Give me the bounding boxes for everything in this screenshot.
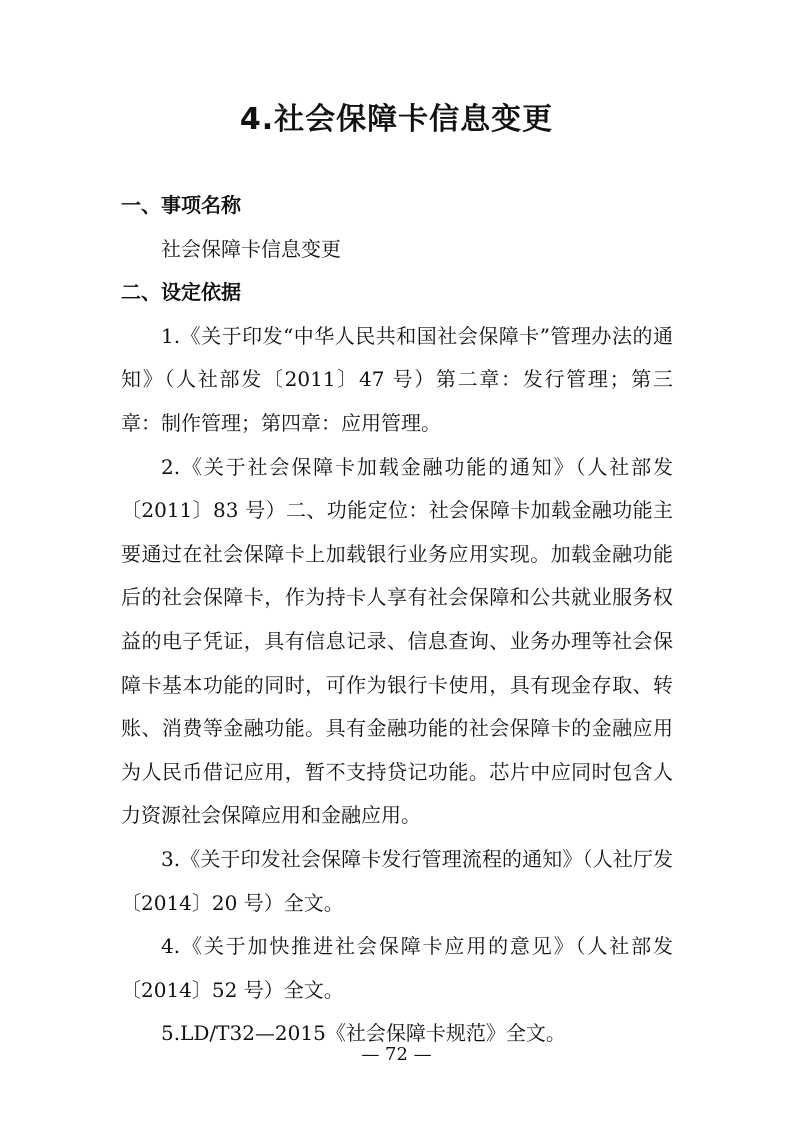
- legal-basis-item-5: 5.LD/T32—2015《社会保障卡规范》全文。: [161, 1021, 566, 1046]
- legal-basis-item-1: 1.《关于印发“中华人民共和国社会保障卡”管理办法的通知》（人社部发〔2011〕47 号）第二章：发行管理；第三章：制作管理；第四章：应用管理。: [121, 323, 673, 435]
- legal-basis-item-2: 2.《关于社会保障卡加载金融功能的通知》（人社部发〔2011〕83 号）二、功能定位：社会保障卡加载金融功能主要通过在社会保障卡上加载银行业务应用实现。加载金融功能后的社会保障卡，作为持卡人享有社会保障和公共就业服务权益的电子凭证，具有信息记录、信息查询、业务办理等社会保障卡基本功能的同时，可作为银行卡使用，具有现金存取、转账、消费等金融功能。具有金融功能的社会保障卡的金融应用为人民币借记应用，暂不支持贷记功能。芯片中应同时包含人力资源社会保障应用和金融应用。: [121, 454, 673, 828]
- item-name-text: 社会保障卡信息变更: [161, 236, 341, 261]
- section-heading-item-name: 一、事项名称: [121, 193, 241, 217]
- legal-basis-item-3: 3.《关于印发社会保障卡发行管理流程的通知》（人社厅发〔2014〕20 号）全文。: [121, 846, 673, 915]
- document-body: [121, 184, 673, 1056]
- section-heading-legal-basis: 二、设定依据: [121, 280, 241, 305]
- page-number: — 72 —: [361, 1044, 432, 1065]
- legal-basis-item-4: 4.《关于加快推进社会保障卡应用的意见》（人社部发〔2014〕52 号）全文。: [121, 934, 673, 1002]
- document-title: 4.社会保障卡信息变更: [239, 102, 554, 137]
